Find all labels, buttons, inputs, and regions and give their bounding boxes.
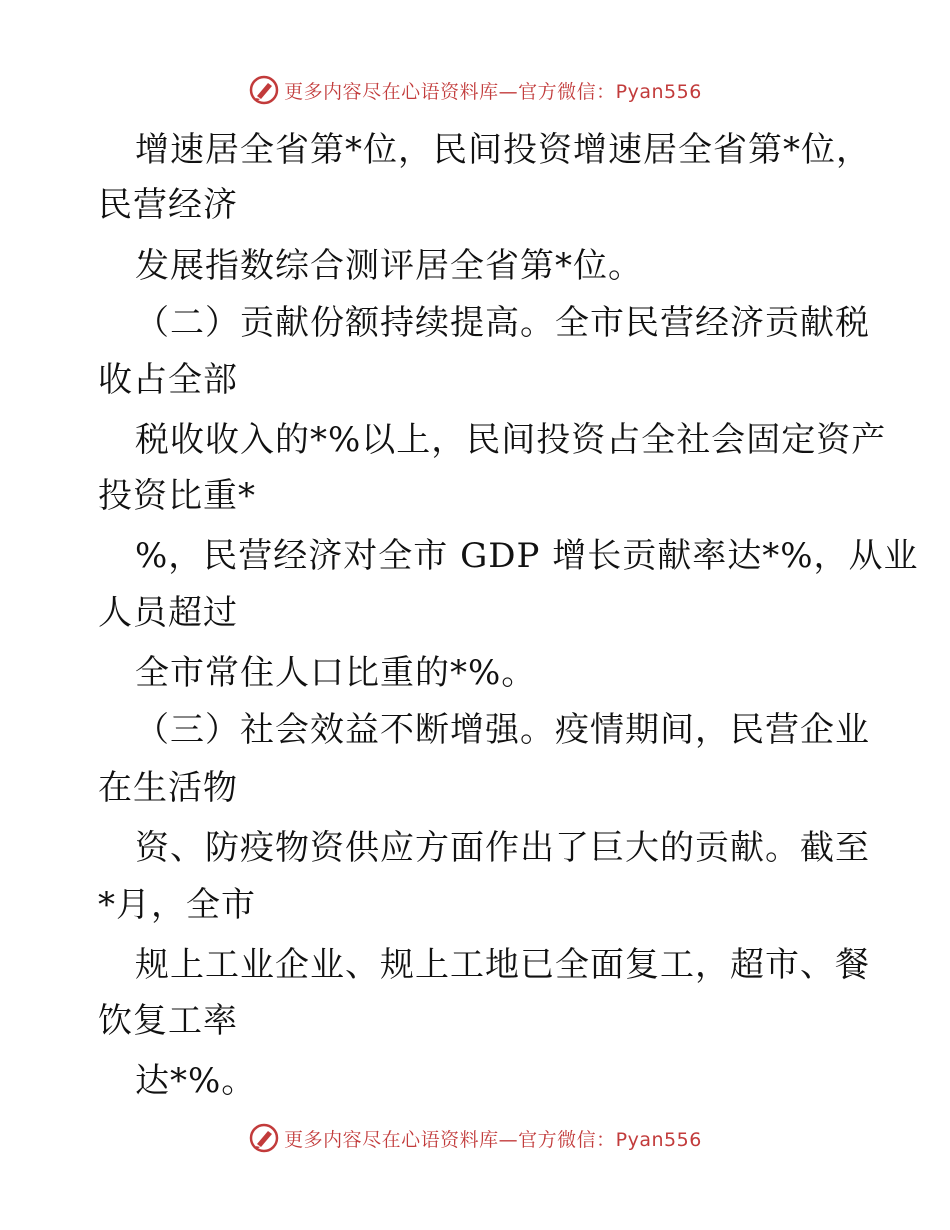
paragraph-line: （三）社会效益不断增强。疫情期间，民营企业 bbox=[135, 710, 870, 750]
paragraph-line: 发展指数综合测评居全省第*位。 bbox=[135, 246, 643, 286]
paragraph-line: 投资比重* bbox=[98, 476, 256, 516]
paragraph-line: 税收收入的*%以上，民间投资占全社会固定资产 bbox=[135, 420, 887, 460]
header-banner bbox=[0, 70, 950, 110]
banner-text: 更多内容尽在心语资料库—官方微信：Pyan556 bbox=[284, 80, 702, 103]
footer-banner bbox=[0, 1118, 950, 1158]
paragraph-line: 达*%。 bbox=[135, 1061, 257, 1101]
logo-icon bbox=[248, 1122, 280, 1154]
paragraph-line: 人员超过 bbox=[98, 593, 238, 633]
paragraph-line: 饮复工率 bbox=[98, 1001, 238, 1041]
paragraph-line: 全市常住人口比重的*%。 bbox=[135, 653, 537, 693]
paragraph-line: 民营经济 bbox=[98, 185, 238, 225]
banner-text: 更多内容尽在心语资料库—官方微信：Pyan556 bbox=[284, 1128, 702, 1151]
paragraph-line: 在生活物 bbox=[98, 768, 238, 808]
paragraph-line: （二）贡献份额持续提高。全市民营经济贡献税 bbox=[135, 303, 870, 343]
paragraph-line: 资、防疫物资供应方面作出了巨大的贡献。截至 bbox=[135, 828, 870, 868]
logo-icon bbox=[248, 74, 280, 106]
paragraph-line: 规上工业企业、规上工地已全面复工，超市、餐 bbox=[135, 945, 870, 985]
paragraph-line: *月，全市 bbox=[98, 885, 256, 925]
paragraph-line: %，民营经济对全市 GDP 增长贡献率达*%，从业 bbox=[135, 536, 919, 576]
paragraph-line: 增速居全省第*位，民间投资增速居全省第*位， bbox=[135, 130, 871, 170]
paragraph-line: 收占全部 bbox=[98, 360, 238, 400]
